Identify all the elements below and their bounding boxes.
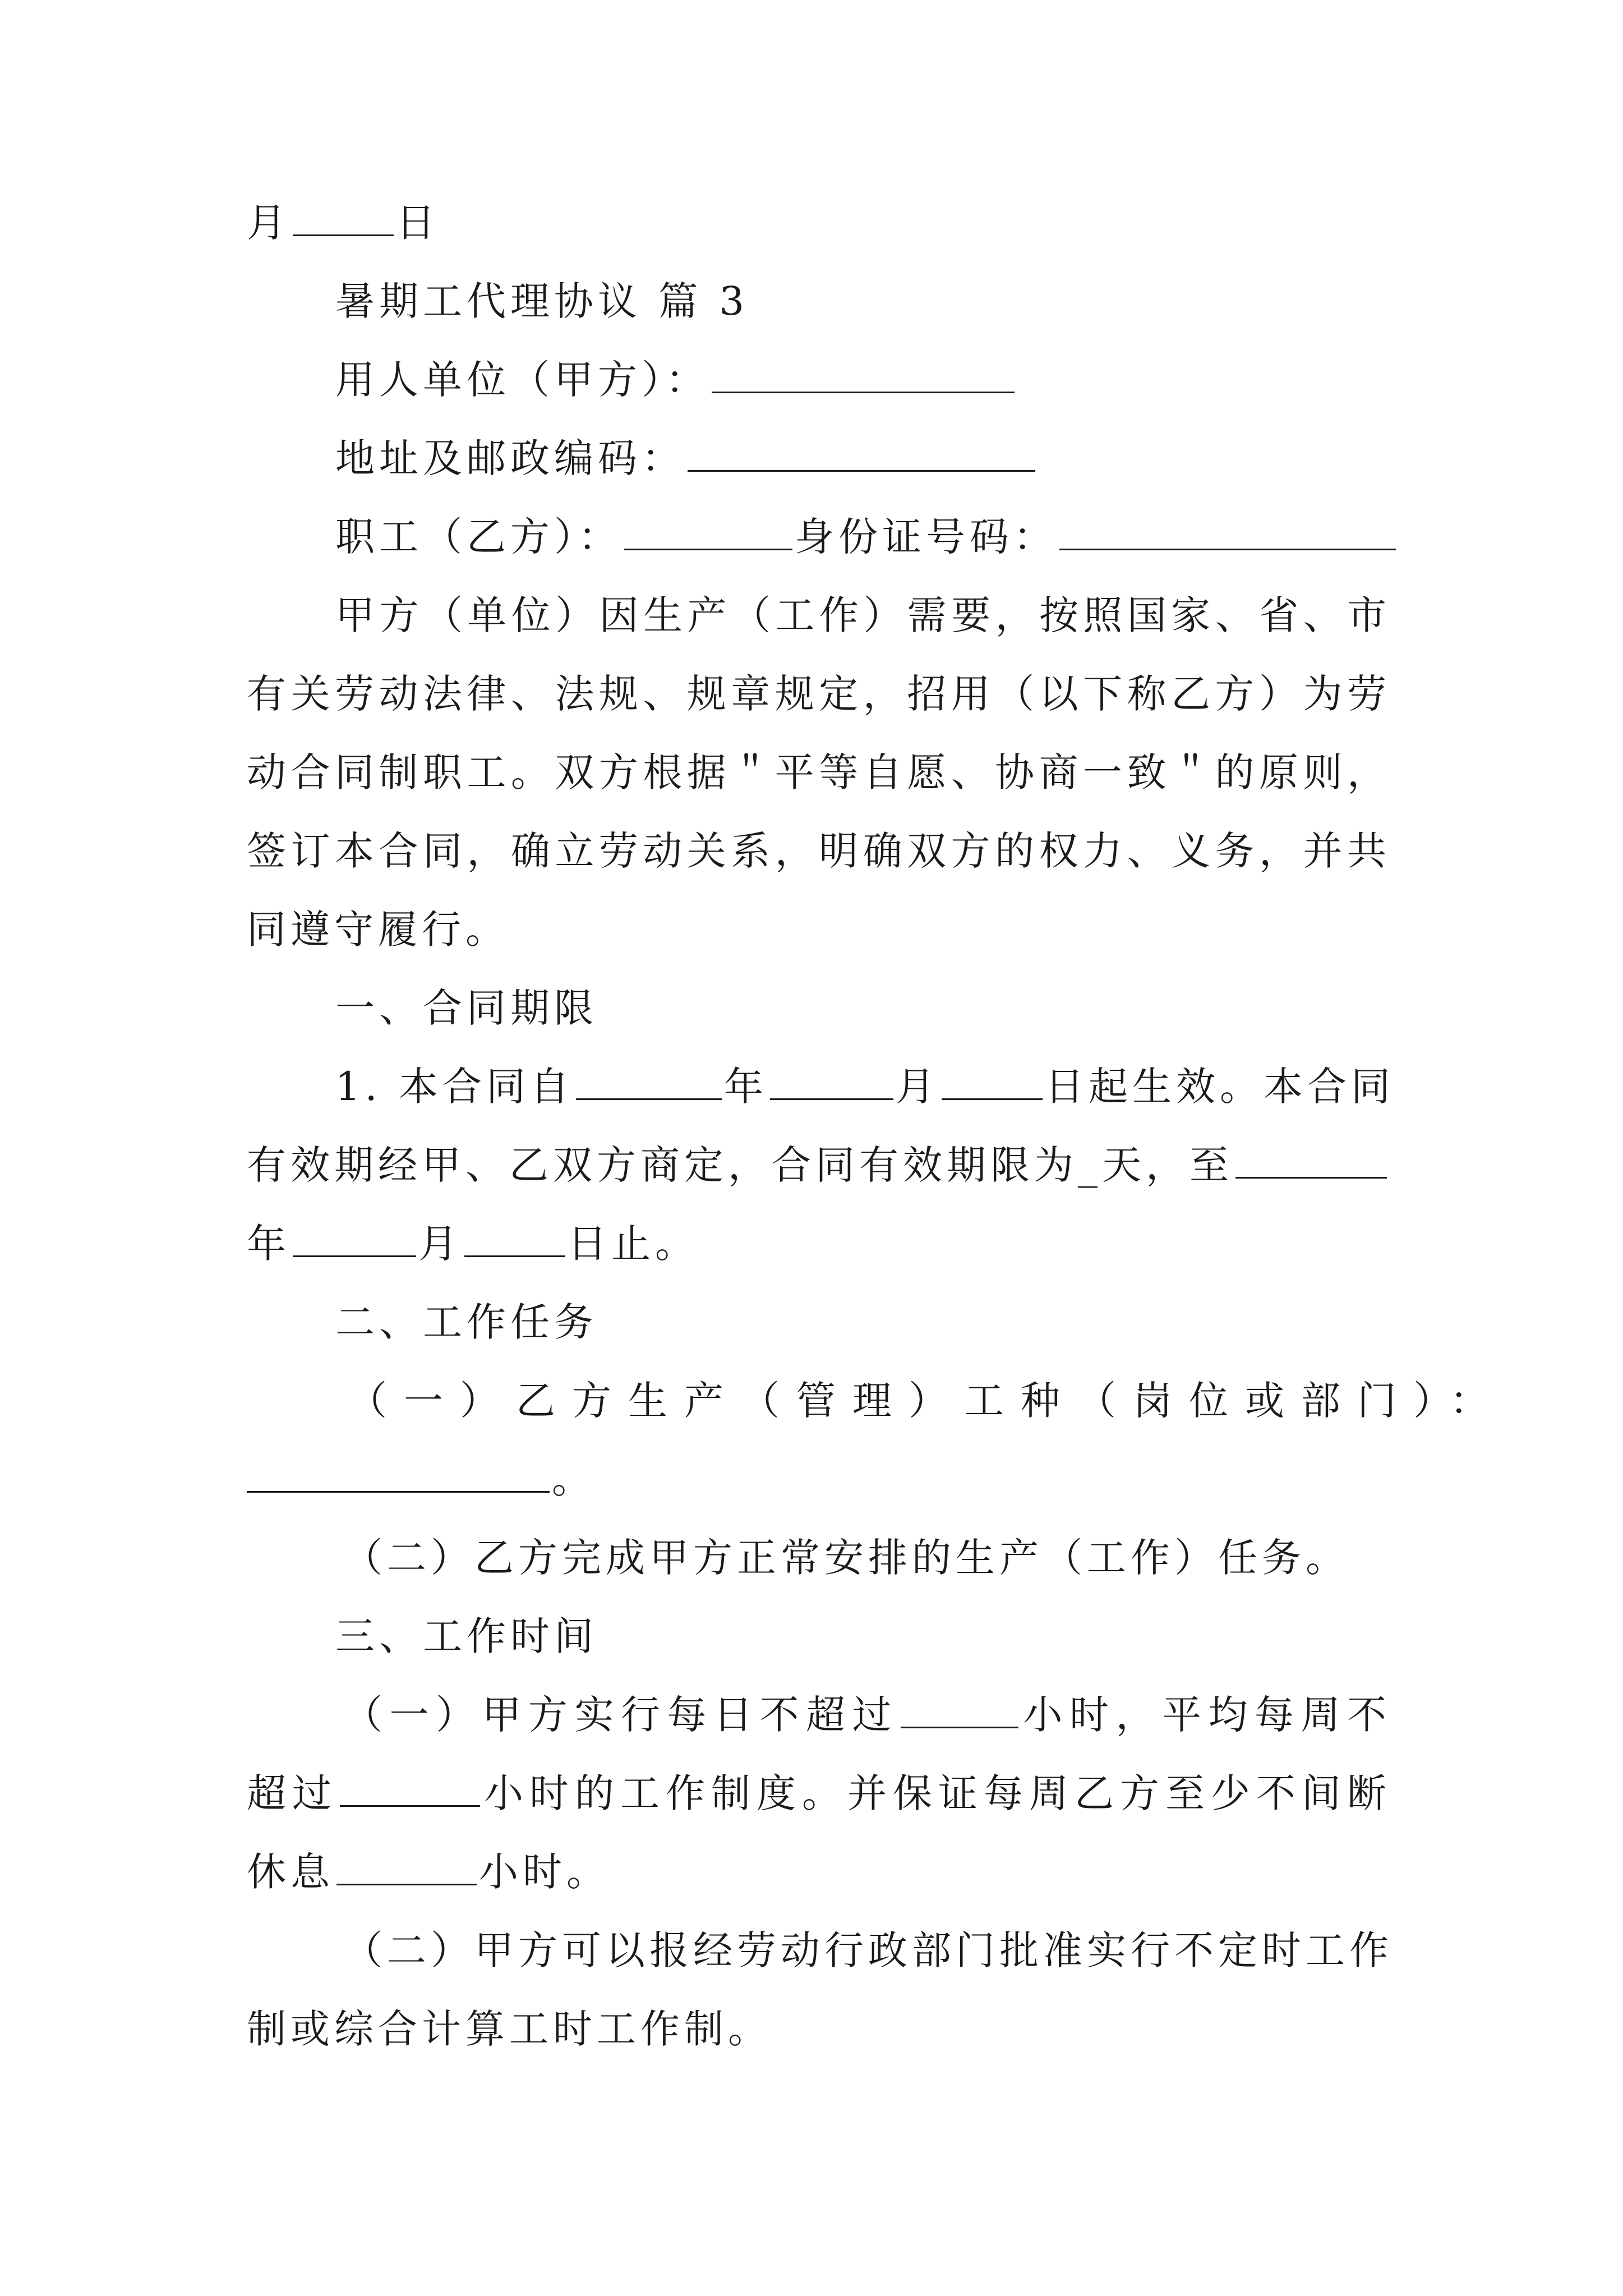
section-title: 暑期工代理协议 篇 3: [335, 278, 749, 324]
blank-field: [464, 1221, 565, 1257]
blank-field: [247, 1456, 550, 1493]
paragraph-line: 甲方（单位）因生产（工作）需要，按照国家、省、市: [335, 592, 1391, 638]
paragraph-line: 有关劳动法律、法规、规章规定，招用（以下称乙方）为劳: [247, 671, 1391, 717]
paragraph-line: （一）乙方生产（管理）工种（岗位或部门）：: [348, 1378, 1506, 1424]
blank-field: [1059, 514, 1396, 550]
blank-field: [336, 1849, 477, 1885]
blank-field: [942, 1064, 1043, 1100]
blank-field: [576, 1064, 722, 1100]
blank-field: [293, 200, 394, 236]
paragraph-line: 。: [247, 1454, 1391, 1504]
heading-work-hours: 三、工作时间: [335, 1613, 598, 1659]
paragraph-line: 休息 小时。: [247, 1849, 610, 1895]
blank-field: [340, 1770, 480, 1807]
heading-work-tasks: 二、工作任务: [335, 1299, 598, 1345]
paragraph-line: 有效期经甲、乙双方商定，合同有效期限为_天，至: [247, 1140, 1391, 1190]
blank-field: [688, 435, 1035, 472]
paragraph-line: 制或综合计算工时工作制。: [247, 2006, 772, 2052]
paragraph-line: 超过 小时的工作制度。并保证每周乙方至少不间断: [247, 1770, 1391, 1816]
paragraph-line: 签订本合同，确立劳动关系，明确双方的权力、义务，并共: [247, 828, 1391, 874]
blank-field: [293, 1221, 416, 1257]
blank-field: [712, 357, 1015, 393]
paragraph-line: （二）乙方完成甲方正常安排的生产（工作）任务。: [343, 1535, 1349, 1581]
paragraph-line: （二）甲方可以报经劳动行政部门批准实行不定时工作: [343, 1927, 1393, 1973]
paragraph-line: （一）甲方实行每日不超过 小时，平均每周不: [343, 1692, 1391, 1738]
paragraph-line: 动合同制职工。双方根据＂平等自愿、协商一致＂的原则，: [247, 749, 1391, 795]
paragraph-line: 年 月 日止。: [247, 1221, 699, 1267]
blank-field: [901, 1692, 1018, 1728]
address-line: 地址及邮政编码：: [335, 433, 1391, 484]
date-line: 月 日: [247, 200, 440, 246]
blank-field: [1235, 1142, 1387, 1179]
paragraph-line: 1. 本合同自 年 月 日起生效。本合同: [335, 1064, 1395, 1110]
paragraph-line: 同遵守履行。: [247, 907, 509, 953]
blank-field: [770, 1064, 893, 1100]
heading-contract-term: 一、合同期限: [335, 985, 598, 1031]
employer-line: 用人单位（甲方）：: [335, 355, 1391, 405]
blank-field: [624, 514, 792, 550]
employee-line: 职工（乙方）： 身份证号码：: [335, 512, 1391, 562]
